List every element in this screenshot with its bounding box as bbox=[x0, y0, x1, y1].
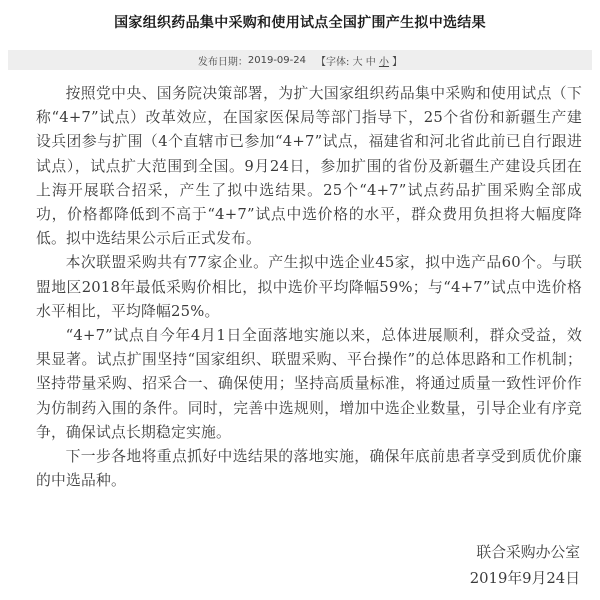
font-size-label-suffix: 】 bbox=[392, 56, 403, 68]
article-signature bbox=[470, 540, 580, 592]
signature-date: 2019年9月24日 bbox=[469, 570, 580, 587]
paragraph-2: 本次联盟采购共有77家企业。产生拟中选企业45家，拟中选产品60个。与联盟地区2018年最低采购价相比，拟中选价平均降幅59%；与“4+7”试点中选价格水平相比，平均降幅25%。 bbox=[36, 254, 582, 320]
signature-org: 联合采购办公室 bbox=[476, 544, 580, 561]
paragraph-1: 按照党中央、国务院决策部署，为扩大国家组织药品集中采购和使用试点（下称“4+7”试点）改革效应，在国家医保局等部门指导下，25个省份和新疆生产建设兵团参与扩围（4个直辖市已参加“4+7”试点，福建省和河北省此前已自行跟进试点），试点扩大范围到全国。9月24日，参加扩围的省份及新疆生产建设兵团在上海开展联合招采，产生了拟中选结果。25个“4+7”试点药品扩围采购全部成功，价格都降低到不高于“4+7”试点中选价格的水平，群众费用负担将大幅度降低。拟中选结果公示后正式发布。 bbox=[36, 85, 582, 248]
font-size-medium-link[interactable]: 中 bbox=[365, 56, 376, 68]
article-body bbox=[36, 82, 582, 493]
font-size-label-prefix: 【字体: bbox=[316, 56, 350, 68]
font-size-large-link[interactable]: 大 bbox=[352, 56, 363, 68]
publish-date-label: 发布日期： bbox=[197, 56, 248, 68]
publish-date: 2019-09-24 bbox=[247, 54, 306, 66]
paragraph-3: “4+7”试点自今年4月1日全面落地实施以来，总体进展顺利，群众受益，效果显著。试点扩围坚持“国家组织、联盟采购、平台操作”的总体思路和工作机制；坚持带量采购、招采合一、确保使用；坚持高质量标准，将通过质量一致性评价作为仿制药入围的条件。同时，完善中选规则，增加中选企业数量，引导企业有序竞争，确保试点长期稳定实施。 bbox=[36, 327, 582, 441]
article-meta-bar bbox=[8, 50, 592, 70]
paragraph-4: 下一步各地将重点抓好中选结果的落地实施，确保年底前患者享受到质优价廉的中选品种。 bbox=[36, 448, 582, 490]
font-size-selector bbox=[316, 53, 402, 68]
article-title: 国家组织药品集中采购和使用试点全国扩围产生拟中选结果 bbox=[114, 15, 486, 31]
font-size-small-link[interactable]: 小 bbox=[378, 56, 389, 68]
